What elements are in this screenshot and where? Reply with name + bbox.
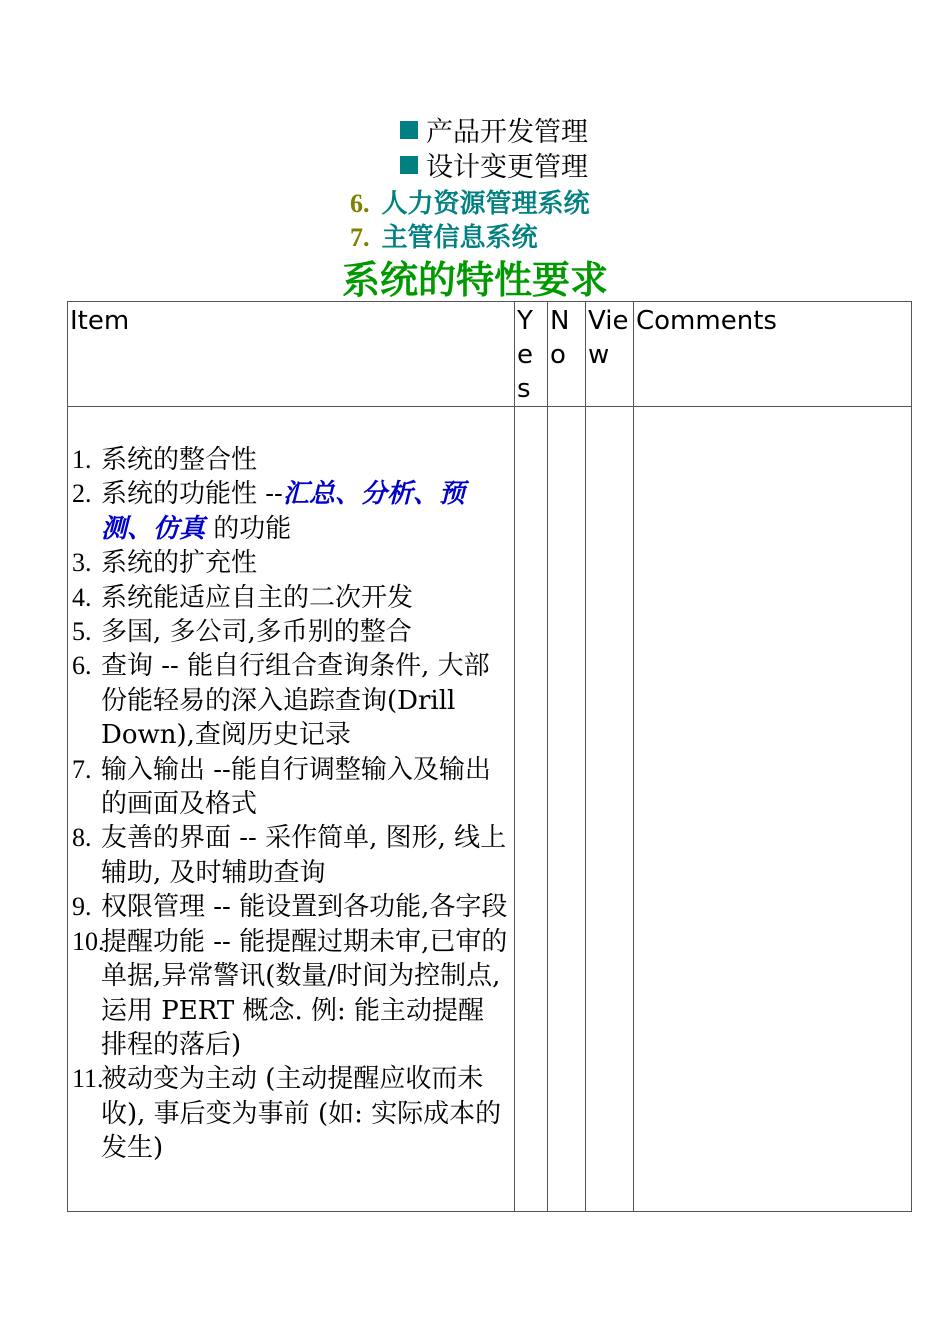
square-bullet-icon [400,156,418,174]
header-view: View [586,302,634,407]
no-cell [548,407,586,1212]
list-item: 4. 系统能适应自主的二次开发 [72,582,414,613]
list-item: 1. 系统的整合性 [72,445,258,475]
header-item: Item [68,302,515,407]
header-yes: Yes [515,302,548,407]
list-item: 11. 被动变为主动 (主动提醒应收而未收), 事后变为事前 (如: 实际成本的发生) [72,1064,502,1164]
header-comments: Comments [634,302,912,407]
yes-cell [515,407,548,1212]
list-item: 7. 输入输出 --能自行调整输入及输出的画面及格式 [72,754,491,820]
list-item: 10. 提醒功能 -- 能提醒过期未审,已审的单据,异常警讯(数量/时间为控制点, 运用 PERT 概念. 例: 能主动提醒排程的落后) [72,926,508,1060]
highlight-text: 汇总、分析、预测、仿真 [101,479,465,544]
list-item: 3. 系统的扩充性 [72,548,258,579]
item-text: 主管信息系统 [381,223,538,253]
numbered-item-hr [350,187,590,221]
list-item: 9. 权限管理 -- 能设置到各功能,各字段 [72,892,508,923]
page-title: 系统的特性要求 [341,257,608,302]
item-number: 7. [350,223,370,252]
list-item: 8. 友善的界面 -- 采作简单, 图形, 线上辅助, 及时辅助查询 [72,823,507,888]
header-no: No [548,302,586,407]
list-item: 5. 多国, 多公司,多币别的整合 [72,617,412,648]
bullet-text: 设计变更管理 [426,152,588,183]
table-body-row [68,407,912,1212]
requirements-table [67,301,912,1212]
bullet-product-dev [400,116,588,150]
item-number: 6. [350,189,370,218]
list-item: 2. 系统的功能性 --汇总、分析、预测、仿真 的功能 [72,479,465,544]
list-item: 6. 查询 -- 能自行组合查询条件, 大部份能轻易的深入追踪查询(Drill Down),查阅历史记录 [72,651,490,751]
numbered-item-eis [350,221,538,255]
item-text: 人力资源管理系统 [381,189,590,219]
bullet-text: 产品开发管理 [426,117,588,148]
items-cell [68,407,515,1212]
view-cell [586,407,634,1212]
comments-cell [634,407,912,1212]
bullet-design-change [400,151,588,185]
items-list [68,407,514,1166]
square-bullet-icon [400,121,418,139]
table-header-row [68,302,912,407]
